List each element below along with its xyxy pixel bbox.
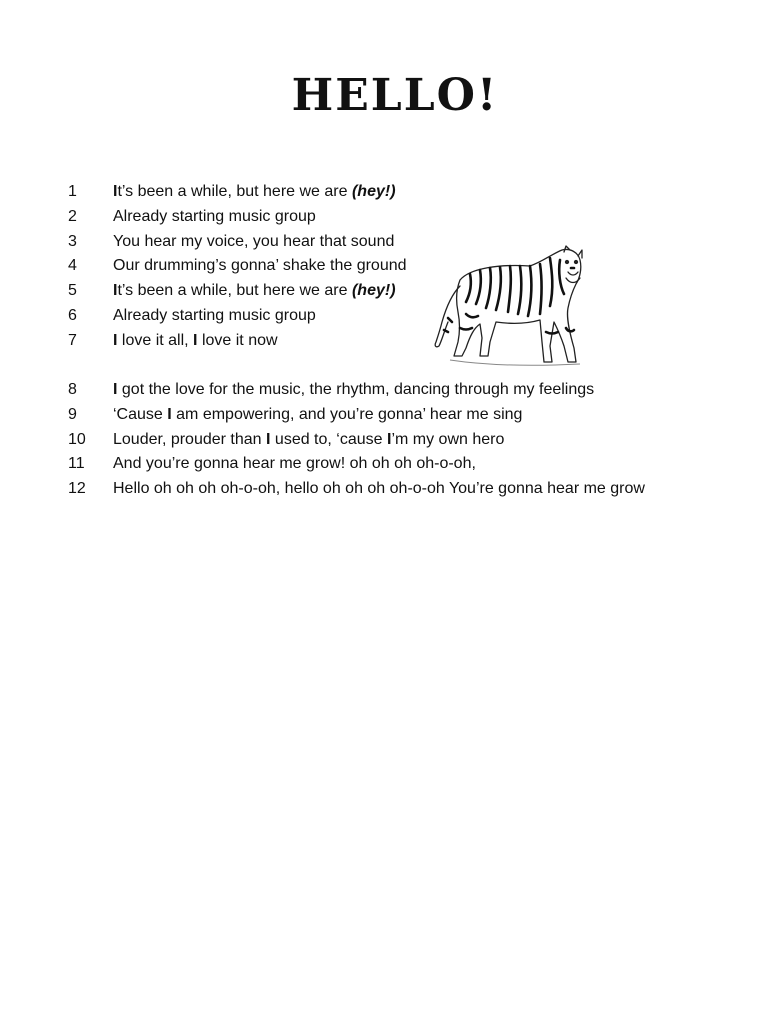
lyric-text: And you’re gonna hear me grow! oh oh oh oh-o-oh, xyxy=(113,455,476,473)
line-number: 2 xyxy=(68,207,77,225)
lyric-text: It’s been a while, but here we are (hey!) xyxy=(113,282,396,300)
line-number: 9 xyxy=(68,405,77,423)
lyric-text: You hear my voice, you hear that sound xyxy=(113,232,395,250)
lyric-text: Louder, prouder than I used to, ‘cause I’m my own hero xyxy=(113,430,505,448)
line-number: 7 xyxy=(68,331,77,349)
line-number: 11 xyxy=(68,455,85,473)
lyric-text: I love it all, I love it now xyxy=(113,331,278,349)
line-number: 12 xyxy=(68,480,86,498)
tiger-icon xyxy=(430,238,590,370)
lyric-text: Already starting music group xyxy=(113,207,316,225)
lyric-text: Already starting music group xyxy=(113,306,316,324)
line-number: 3 xyxy=(68,232,77,250)
line-number: 4 xyxy=(68,257,77,275)
page-title: HELLO! xyxy=(291,70,499,121)
line-number: 5 xyxy=(68,282,77,300)
line-number: 10 xyxy=(68,430,86,448)
lyric-text: I got the love for the music, the rhythm, dancing through my feelings xyxy=(113,381,595,398)
line-number: 1 xyxy=(68,183,77,200)
lyric-text: ‘Cause I am empowering, and you’re gonna’ hear me sing xyxy=(113,405,523,423)
lyric-text: It’s been a while, but here we are (hey!) xyxy=(113,183,396,200)
lyric-text: Our drumming’s gonna’ shake the ground xyxy=(113,257,407,275)
line-number: 8 xyxy=(68,381,77,398)
line-number: 6 xyxy=(68,306,77,324)
lyric-text: Hello oh oh oh oh-o-oh, hello oh oh oh oh-o-oh You’re gonna hear me grow xyxy=(113,480,645,498)
